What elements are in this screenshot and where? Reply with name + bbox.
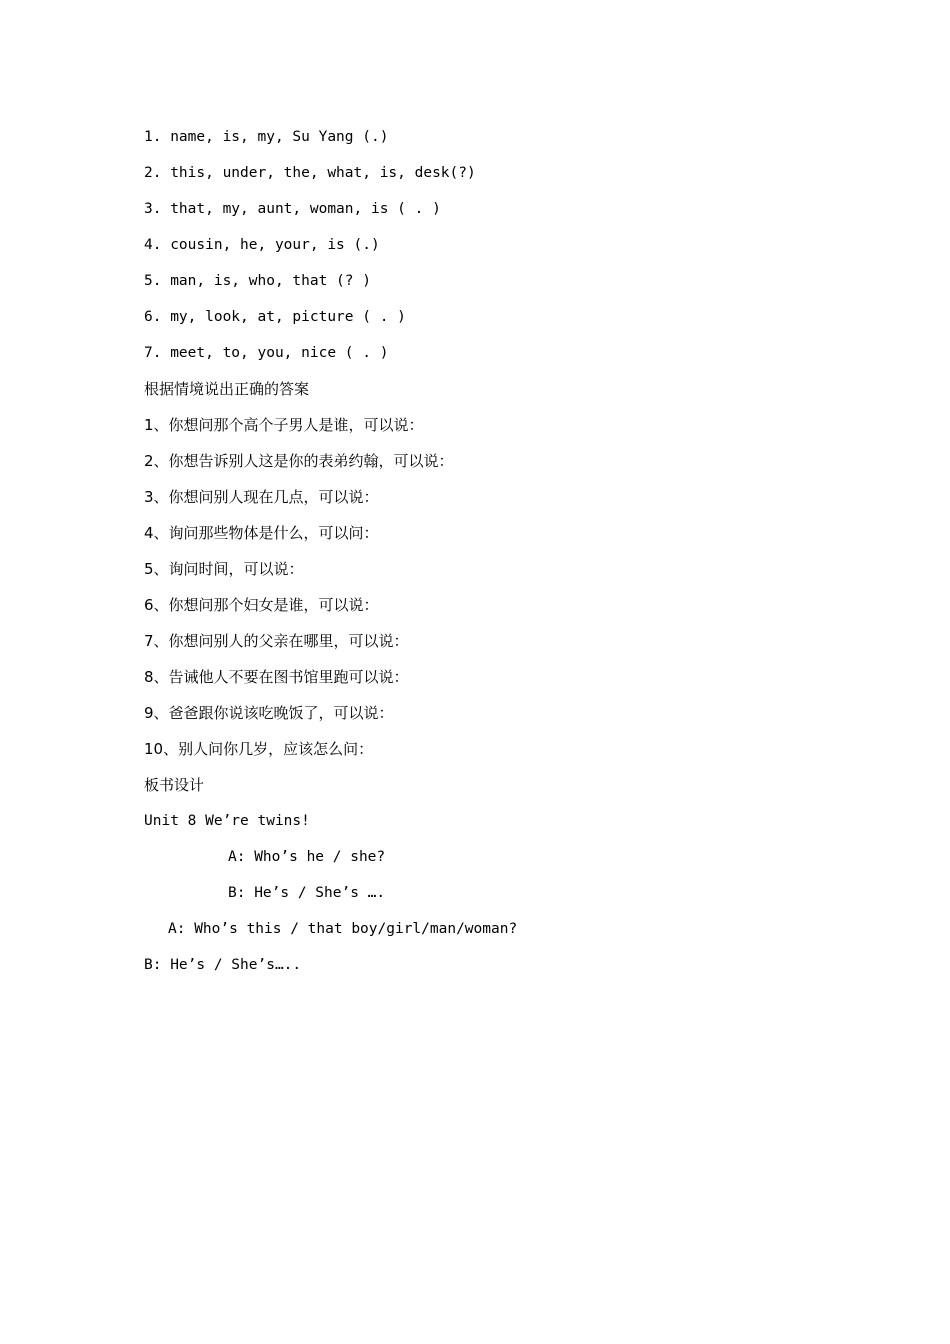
situation-item-5: 5、询问时间，可以说： xyxy=(144,560,304,578)
situation-item-9: 9、爸爸跟你说该吃晚饭了，可以说： xyxy=(144,704,394,722)
board-line-b1: B: He’s / She’s …. xyxy=(228,885,386,901)
situation-item-1: 1、你想问那个高个子男人是谁，可以说： xyxy=(144,416,424,434)
situation-item-8: 8、告诫他人不要在图书馆里跑可以说： xyxy=(144,668,409,686)
situation-item-7: 7、你想问别人的父亲在哪里，可以说： xyxy=(144,632,409,650)
exercise-item-7: 7. meet, to, you, nice ( . ) xyxy=(144,345,389,361)
situation-item-10: 10、别人问你几岁，应该怎么问： xyxy=(144,740,374,758)
exercise-item-6: 6. my, look, at, picture ( . ) xyxy=(144,309,406,325)
situation-item-2: 2、你想告诉别人这是你的表弟约翰，可以说： xyxy=(144,452,454,470)
board-unit-title: Unit 8 We’re twins! xyxy=(144,813,310,829)
situation-item-4: 4、询问那些物体是什么，可以问： xyxy=(144,524,379,542)
board-heading: 板书设计 xyxy=(144,776,205,794)
exercise-item-2: 2. this, under, the, what, is, desk(?) xyxy=(144,165,476,181)
situation-heading: 根据情境说出正确的答案 xyxy=(144,380,310,398)
situation-item-3: 3、你想问别人现在几点，可以说： xyxy=(144,488,379,506)
exercise-item-5: 5. man, is, who, that (? ) xyxy=(144,273,371,289)
board-line-a2: A: Who’s this / that boy/girl/man/woman? xyxy=(168,921,518,937)
board-line-a1: A: Who’s he / she? xyxy=(228,849,386,865)
board-line-b2: B: He’s / She’s….. xyxy=(144,957,302,973)
exercise-item-1: 1. name, is, my, Su Yang (.) xyxy=(144,129,389,145)
situation-item-6: 6、你想问那个妇女是谁，可以说： xyxy=(144,596,379,614)
exercise-item-3: 3. that, my, aunt, woman, is ( . ) xyxy=(144,201,441,217)
exercise-item-4: 4. cousin, he, your, is (.) xyxy=(144,237,380,253)
